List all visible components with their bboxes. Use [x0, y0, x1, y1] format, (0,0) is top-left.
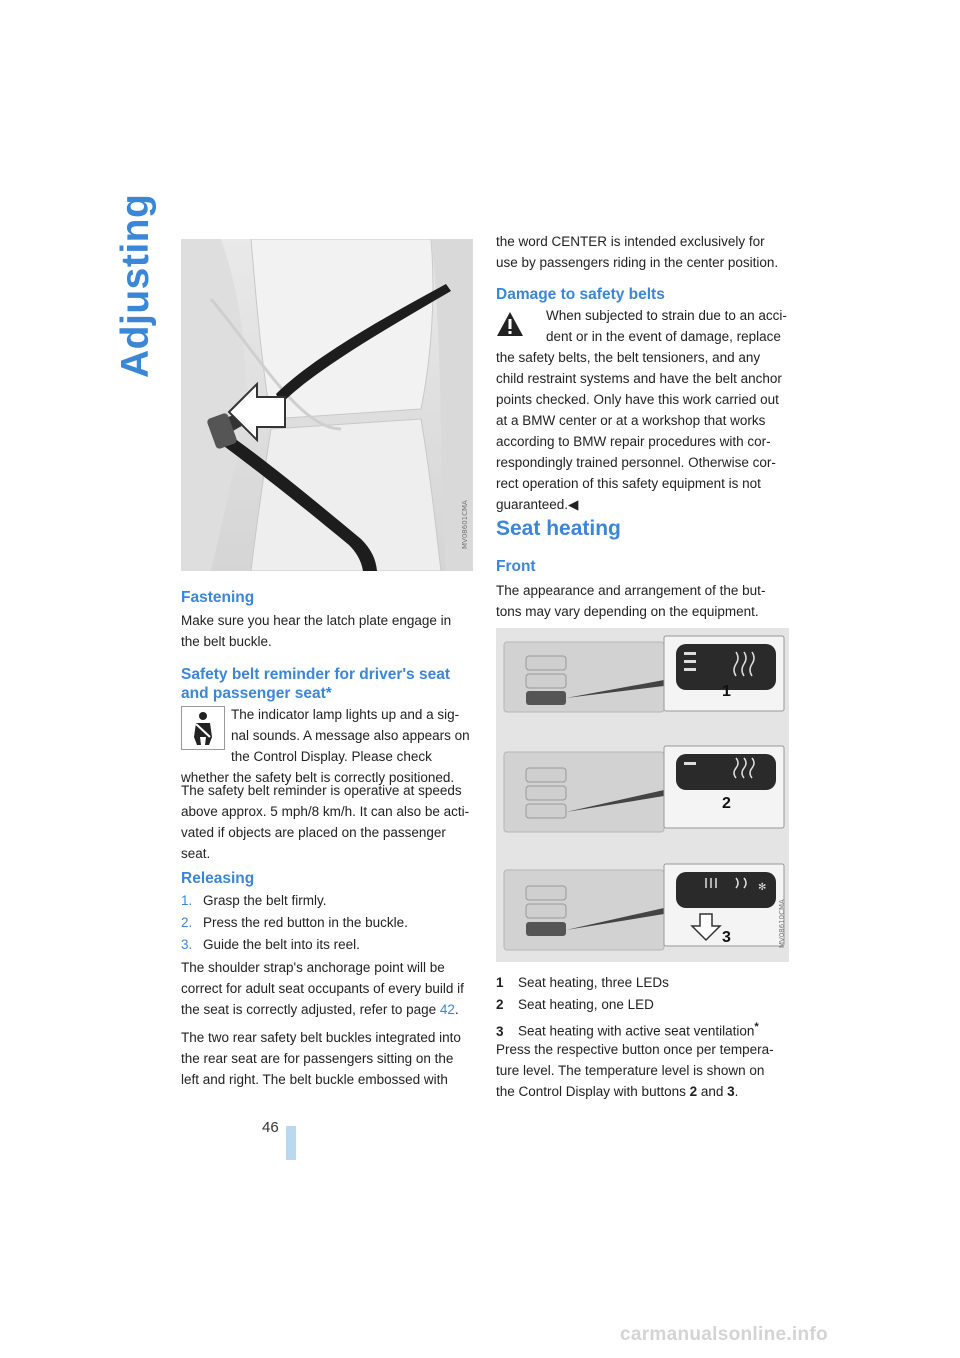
final-line2: ture level. The temperature level is shown on — [496, 1063, 765, 1078]
para-text: the seat is correctly adjusted, refer to page — [181, 1002, 440, 1017]
damage-line10: guaranteed.◀ — [496, 497, 579, 512]
releasing-heading: Releasing — [181, 870, 255, 887]
front-text-line1: The appearance and arrangement of the but- — [496, 583, 766, 598]
legend-text: Seat heating, three LEDs — [518, 975, 669, 990]
reminder-line3: the Control Display. Please check — [231, 749, 432, 764]
reminder-line4: whether the safety belt is correctly positioned. — [181, 770, 455, 785]
seat-heating-buttons-illustration — [496, 628, 789, 962]
releasing-step-1 — [181, 890, 327, 911]
step-text: Press the red button in the buckle. — [203, 915, 408, 930]
damage-line5: points checked. Only have this work carried out — [496, 392, 779, 407]
legend-item-3 — [496, 1017, 759, 1042]
asterisk: * — [754, 1021, 759, 1033]
legend-number: 3 — [496, 1023, 504, 1039]
reminder-para2-line4: seat. — [181, 846, 211, 861]
seatbelt-person-icon — [182, 707, 224, 749]
legend-item-1 — [496, 972, 669, 993]
callout-1: 1 — [722, 683, 731, 700]
button-ref-2: 2 — [689, 1084, 698, 1099]
final-text: the Control Display with buttons — [496, 1084, 690, 1099]
warning-triangle-icon — [496, 311, 524, 337]
legend-number: 2 — [496, 997, 504, 1012]
reminder-line2: nal sounds. A message also appears on — [231, 728, 470, 743]
footer-watermark: carmanualsonline.info — [620, 1324, 828, 1345]
reminder-para2-line1: The safety belt reminder is operative at speeds — [181, 783, 462, 798]
releasing-para2-line2: the rear seat are for passengers sitting on the — [181, 1051, 454, 1066]
final-and: and — [697, 1084, 728, 1099]
reminder-heading-line2: and passenger seat* — [181, 685, 332, 702]
button-ref-3: 3 — [727, 1084, 735, 1099]
step-text: Guide the belt into its reel. — [203, 937, 360, 952]
releasing-step-3 — [181, 934, 360, 955]
damage-line2: dent or in the event of damage, replace — [546, 329, 781, 344]
damage-line6: at a BMW center or at a workshop that works — [496, 413, 766, 428]
releasing-para1-line1: The shoulder strap's anchorage point will be — [181, 960, 445, 975]
callout-3: 3 — [722, 929, 731, 946]
damage-line1: When subjected to strain due to an acci- — [546, 308, 787, 323]
damage-line3: the safety belts, the belt tensioners, and any — [496, 350, 761, 365]
fastening-text-line1: Make sure you hear the latch plate engage in — [181, 613, 452, 628]
image-code-right: MV08610CMA — [778, 899, 786, 948]
front-heading: Front — [496, 558, 536, 575]
callout-2: 2 — [722, 795, 731, 812]
seat-belt-drawing — [181, 239, 473, 571]
reminder-para2-line2: above approx. 5 mph/8 km/h. It can also be acti- — [181, 804, 470, 819]
releasing-para2-line1: The two rear safety belt buckles integrated into — [181, 1030, 461, 1045]
damage-line8: respondingly trained personnel. Otherwise cor- — [496, 455, 776, 470]
damage-line9: rect operation of this safety equipment is not — [496, 476, 761, 491]
intro-line2: use by passengers riding in the center position. — [496, 255, 779, 270]
fastening-text-line2: the belt buckle. — [181, 634, 272, 649]
step-number: 2. — [181, 915, 193, 930]
intro-line1: the word CENTER is intended exclusively for — [496, 234, 765, 249]
period: . — [454, 1002, 459, 1017]
front-text-line2: tons may vary depending on the equipment. — [496, 604, 759, 619]
section-title-text: Adjusting — [114, 193, 157, 378]
step-text: Grasp the belt firmly. — [203, 893, 327, 908]
damage-line7: according to BMW repair procedures with cor- — [496, 434, 771, 449]
legend-number: 1 — [496, 975, 504, 990]
image-code-left: MV08601CMA — [461, 500, 469, 549]
releasing-para1-line2: correct for adult seat occupants of every build if — [181, 981, 464, 996]
seat-heating-heading: Seat heating — [496, 517, 621, 540]
reminder-line1: The indicator lamp lights up and a sig- — [231, 707, 460, 722]
final-line1: Press the respective button once per tempera- — [496, 1042, 774, 1057]
step-number: 1. — [181, 893, 193, 908]
page-marker-bar — [286, 1126, 296, 1160]
svg-text:✻: ✻ — [758, 882, 767, 893]
legend-text: Seat heating, one LED — [518, 997, 654, 1012]
damage-line4: child restraint systems and have the belt anchor — [496, 371, 782, 386]
fastening-heading: Fastening — [181, 589, 255, 606]
damage-heading: Damage to safety belts — [496, 286, 665, 303]
page-ref-link[interactable]: 42 — [439, 1002, 455, 1017]
final-dot: . — [734, 1084, 739, 1099]
seatbelt-indicator-icon — [181, 706, 225, 750]
warning-icon — [496, 311, 524, 337]
releasing-para2-line3: left and right. The belt buckle embossed with — [181, 1072, 448, 1087]
legend-text: Seat heating with active seat ventilation — [518, 1023, 755, 1039]
step-number: 3. — [181, 937, 193, 952]
releasing-para1-line3 — [181, 999, 459, 1020]
releasing-step-2 — [181, 912, 408, 933]
page-number: 46 — [262, 1119, 279, 1136]
seat-belt-illustration — [181, 239, 473, 571]
legend-item-2 — [496, 994, 654, 1015]
reminder-heading-line1: Safety belt reminder for driver's seat — [181, 666, 451, 683]
final-line3 — [496, 1081, 738, 1102]
seat-heating-drawing — [496, 628, 789, 962]
section-title — [112, 193, 160, 388]
reminder-para2-line3: vated if objects are placed on the passenger — [181, 825, 446, 840]
